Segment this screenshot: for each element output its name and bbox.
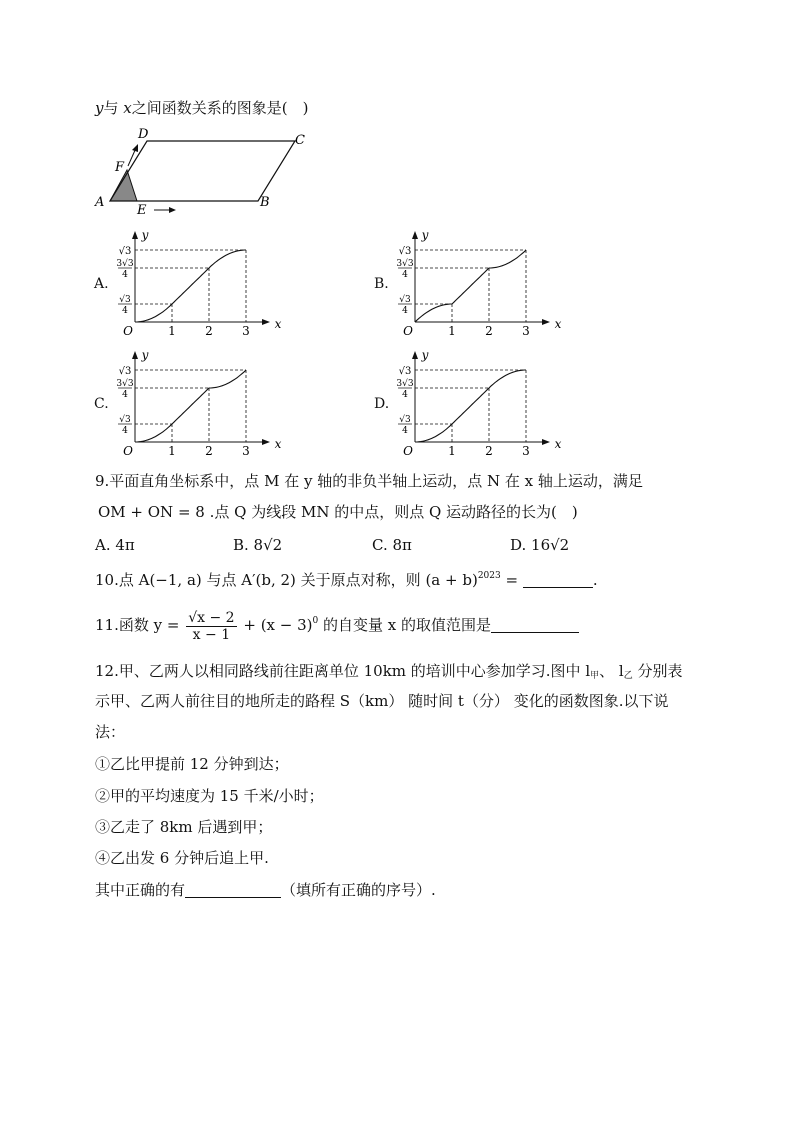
x-tick-label: 2 [205,444,213,458]
q10-exp: 2023 [477,571,501,581]
x-axis-arrow [262,439,270,445]
q12-item-2: ②甲的平均速度为 15 千米/小时； [95,787,324,805]
q9-choice-c: C. 8π [372,536,412,554]
q12-tail [95,880,436,900]
y-label: y [421,348,429,362]
q9-line2: OM + ON = 8 .点 Q 为线段 MN 的中点，则点 Q 运动路径的长为( ) [98,503,578,521]
q10: 10.点 A(−1, a) 与点 A′(b, 2) 关于原点对称，则 $(a + b)^{2023}$ = . [95,571,598,589]
q11-blank[interactable] [491,616,579,633]
q9-line1: 9.平面直角坐标系中，点 M 在 y 轴的非负半轴上运动，点 N 在 x 轴上运动，满足 [95,472,643,490]
y-tick-low-num: √3 [399,295,411,305]
option-graph-a [90,228,280,338]
arrow-f-head [132,144,138,152]
y-axis-arrow [132,231,138,239]
y-tick-top: √3 [398,246,412,257]
function-curve [135,250,246,322]
q12-tail-b: （填所有正确的序号）. [281,881,436,899]
stem-mid: 与 [103,99,119,117]
q12-line2: 示甲、乙两人前往目的地所走的路程 S（km） 随时间 t（分） 变化的函数图象.以下说 [95,692,669,710]
y-axis-arrow [412,351,418,359]
q12-line1b: 、 l [599,662,624,680]
x-tick-label: 3 [522,444,530,458]
q10-blank[interactable] [523,571,593,588]
label-A: A [95,195,105,210]
q12-item-3: ③乙走了 8km 后遇到甲； [95,818,273,836]
graph-svg [390,348,570,460]
label-D: D [138,127,149,142]
x-tick-label: 3 [522,324,530,338]
label-B: B [260,195,270,210]
y-label: y [141,228,149,242]
y-tick-top: √3 [118,246,132,257]
option-graph-d [370,348,560,458]
x-tick-label: 1 [448,324,456,338]
y-tick-mid-num: 3√3 [396,379,414,389]
function-curve [135,370,246,442]
origin-label: O [403,324,413,338]
x-tick-label: 2 [205,324,213,338]
y-tick-mid-den: 4 [122,270,128,280]
y-tick-top: √3 [118,366,132,377]
q12-line3: 法： [95,723,126,741]
y-tick-low-den: 4 [122,426,128,436]
x-tick-label: 1 [168,324,176,338]
option-label: C. [94,396,109,412]
x-tick-label: 3 [242,444,250,458]
y-tick-mid-den: 4 [122,390,128,400]
option-graph-b [370,228,560,338]
y-tick-top: √3 [398,366,412,377]
x-tick-label: 2 [485,324,493,338]
q11-suffix: 的自变量 x 的取值范围是 [323,616,492,634]
x-label: x [554,437,562,451]
label-E: E [137,203,147,218]
q9-choice-d: D. 16√2 [510,536,570,554]
x-label: x [554,317,562,331]
origin-label: O [123,324,133,338]
origin-label: O [403,444,413,458]
y-tick-low-den: 4 [122,306,128,316]
origin-label: O [123,444,133,458]
parallelogram-figure [90,126,320,221]
q12-blank[interactable] [185,881,281,898]
x-axis-arrow [542,319,550,325]
q12-sub2: 乙 [623,671,633,681]
x-label: x [274,317,282,331]
y-tick-mid-num: 3√3 [116,379,134,389]
x-tick-label: 3 [242,324,250,338]
q10-text: 10.点 A(−1, a) 与点 A′(b, 2) 关于原点对称，则 (a + b) [95,571,478,589]
y-tick-low-num: √3 [119,295,131,305]
var-x: x [123,99,132,117]
q11 [95,603,579,643]
q12-line1 [95,661,683,686]
y-tick-low-num: √3 [399,415,411,425]
y-tick-low-num: √3 [119,415,131,425]
graph-svg [110,228,290,340]
y-tick-mid-den: 4 [402,270,408,280]
q12-line1c: 分别表 [632,662,683,680]
q11-num: √x − 2 [188,609,235,626]
q12-sub1: 甲 [590,671,600,681]
q11-exp: 0 [312,616,319,626]
q12-item-1: ①乙比甲提前 12 分钟到达； [95,755,289,773]
y-label: y [141,348,149,362]
q12-item-4: ④乙出发 6 分钟后追上甲. [95,849,269,867]
x-tick-label: 1 [168,444,176,458]
q12-line1a: 12.甲、乙两人以相同路线前往距离单位 10km 的培训中心参加学习.图中 l [95,662,591,680]
q12-tail-a: 其中正确的有 [95,881,186,899]
q11-mid: + (x − 3) [243,616,313,634]
y-axis-arrow [412,231,418,239]
x-axis-arrow [542,439,550,445]
graph-svg [390,228,570,340]
x-tick-label: 2 [485,444,493,458]
y-label: y [421,228,429,242]
arrow-e-head [169,207,176,213]
option-label: B. [374,276,389,292]
y-tick-mid-num: 3√3 [116,259,134,269]
y-axis-arrow [132,351,138,359]
label-F: F [115,160,125,175]
label-C: C [295,133,305,148]
q9-choice-b: B. 8√2 [233,536,283,554]
q9-choice-a: A. 4π [95,536,135,554]
x-label: x [274,437,282,451]
option-label: D. [374,396,390,412]
q8-stem [95,98,308,118]
q10-eq: = [500,571,523,589]
x-axis-arrow [262,319,270,325]
x-tick-label: 1 [448,444,456,458]
function-curve [415,250,526,322]
y-tick-mid-num: 3√3 [396,259,414,269]
q11-prefix: 11.函数 y = [95,616,180,634]
y-tick-low-den: 4 [402,306,408,316]
y-tick-low-den: 4 [402,426,408,436]
q11-den: x − 1 [192,626,231,643]
y-tick-mid-den: 4 [402,390,408,400]
option-label: A. [94,276,109,292]
var-y: y [95,99,104,117]
q11-fraction [186,610,236,643]
graph-svg [110,348,290,460]
function-curve [415,370,526,442]
stem-end: 之间函数关系的图象是( ) [131,99,309,117]
option-graph-c [90,348,280,458]
